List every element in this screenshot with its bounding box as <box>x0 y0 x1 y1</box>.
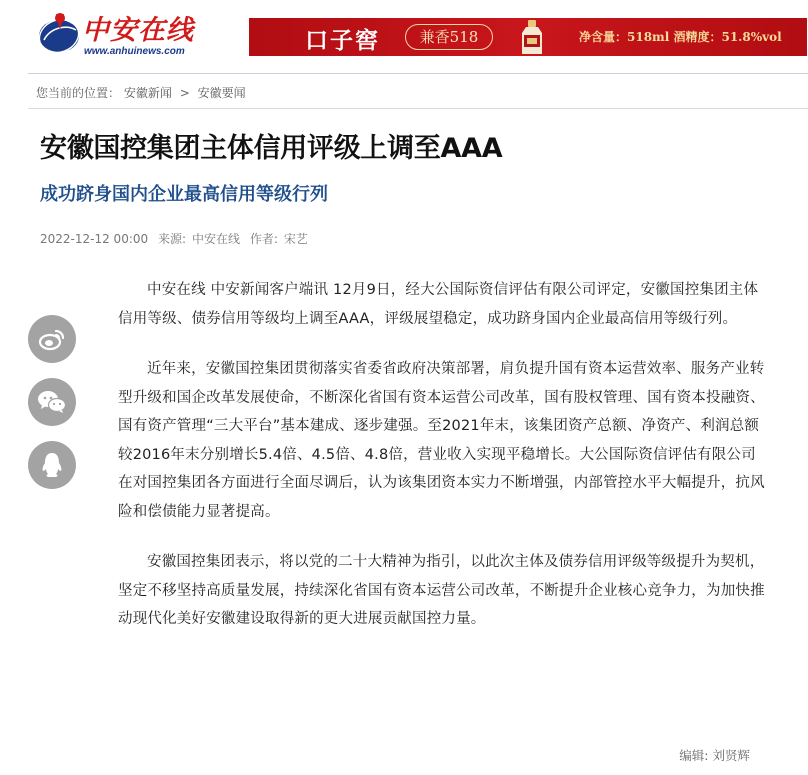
logo-text: 中安在线 <box>82 15 194 46</box>
ad-spec: 净含量：518ml 酒精度：51.8%vol <box>579 30 782 44</box>
share-weibo-button[interactable] <box>28 315 76 363</box>
ad-banner[interactable] <box>249 18 807 56</box>
author-label: 作者: <box>249 232 278 246</box>
article-paragraph: 近年来，安徽国控集团贯彻落实省委省政府决策部署，肩负提升国有资本运营效率、服务产业转型升级和国企改革发展使命，不断深化省国有资本运营公司改革，国有股权管理、国有资本投融资、国有资产管理“三大平台”基本建成、逐步建强。至2021年末，该集团资产总额、净资产、利润总额较2016年末分别增长5.4倍、4.5倍、4.8倍，营业收入实现平稳增长。大公国际资信评估有限公司在对国控集团各方面进行全面尽调后，认为该集团资本实力不断增强，内部管控水平大幅提升，抗风险和偿债能力显著提高。 <box>118 361 765 520</box>
weibo-icon <box>38 327 66 351</box>
editor-name: 刘贤辉 <box>712 748 750 763</box>
logo-url: www.anhuinews.com <box>84 46 185 57</box>
breadcrumb-prefix: 您当前的位置： <box>36 86 121 100</box>
article-title: 安徽国控集团主体信用评级上调至AAA <box>40 133 503 164</box>
breadcrumb-divider <box>28 108 808 109</box>
wechat-icon <box>37 389 67 415</box>
article-meta <box>40 230 314 247</box>
share-qq-button[interactable] <box>28 441 76 489</box>
ad-brand: 口子窖 <box>305 27 380 54</box>
article-paragraph: 安徽国控集团表示，将以党的二十大精神为指引，以此次主体及债券信用评级等级提升为契机，坚定不移坚持高质量发展，持续深化省国有资本运营公司改革，不断提升企业核心竞争力，为加快推动现代化美好安徽建设取得新的更大进展贡献国控力量。 <box>118 554 765 627</box>
article-paragraph: 中安在线 中安新闻客户端讯 12月9日，经大公国际资信评估有限公司评定，安徽国控集团主体信用等级、债券信用等级均上调至AAA，评级展望稳定，成功跻身国内企业最高信用等级行列。 <box>118 282 759 327</box>
article-subtitle: 成功跻身国内企业最高信用等级行列 <box>40 184 328 205</box>
article-editor <box>679 746 750 764</box>
article-date: 2022-12-12 00:00 <box>40 232 149 246</box>
logo-globe-icon <box>36 10 82 56</box>
site-logo[interactable] <box>36 6 206 62</box>
article-author: 宋艺 <box>283 232 308 246</box>
breadcrumb-separator: > <box>179 86 190 100</box>
article-source: 中安在线 <box>192 232 241 246</box>
site-header <box>0 0 808 72</box>
ad-product: 兼香518 <box>405 24 493 50</box>
editor-label: 编辑: <box>679 748 709 763</box>
share-wechat-button[interactable] <box>28 378 76 426</box>
qq-icon <box>40 451 64 479</box>
header-divider <box>28 73 808 74</box>
bottle-icon <box>515 19 549 55</box>
breadcrumb-link-anhui-news[interactable]: 安徽新闻 <box>123 86 172 100</box>
breadcrumb <box>36 84 246 101</box>
source-label: 来源: <box>157 232 187 246</box>
article-body <box>118 276 770 656</box>
breadcrumb-link-anhui-headlines[interactable]: 安徽要闻 <box>197 86 246 100</box>
